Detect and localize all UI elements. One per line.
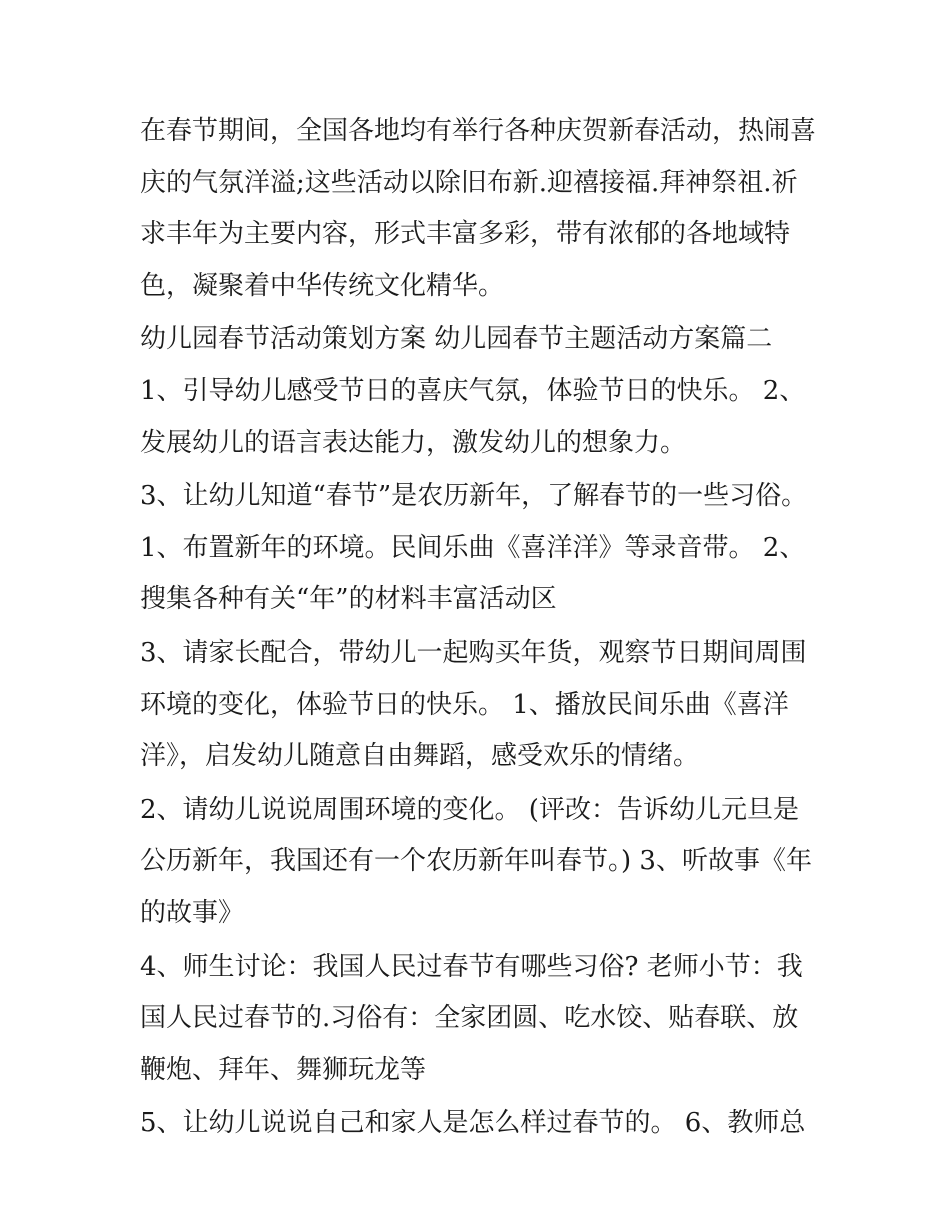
paragraph-4: 3、请家长配合，带幼儿一起购买年货，观察节日期间周围环境的变化，体验节日的快乐。 1、播放民间乐曲《喜洋洋》，启发幼儿随意自由舞蹈，感受欢乐的情绪。 (140, 637, 807, 772)
paragraph-2: 幼儿园春节活动策划方案 幼儿园春节主题活动方案篇二 1、引导幼儿感受节日的喜庆气氛，体验节日的快乐。 2、发展幼儿的语言表达能力，激发幼儿的想象力。 (140, 324, 806, 458)
paragraph-1: 在春节期间，全国各地均有举行各种庆贺新春活动，热闹喜庆的气氛洋溢;这些活动以除旧布新.迎禧接福.拜神祭祖.祈求丰年为主要内容，形式丰富多彩，带有浓郁的各地域特色，凝聚着中华传统文化精华。 (140, 116, 817, 301)
paragraph-5: 2、请幼儿说说周围环境的变化。 (评改：告诉幼儿元旦是公历新年，我国还有一个农历新年叫春节。) 3、听故事《年的故事》 (140, 794, 812, 928)
document-body (140, 106, 820, 1152)
paragraph-3: 3、让幼儿知道“春节”是农历新年，了解春节的一些习俗。 1、布置新年的环境。民间乐曲《喜洋洋》等录音带。 2、搜集各种有关“年”的材料丰富活动区 (140, 481, 816, 615)
paragraph-7: 5、让幼儿说说自己和家人是怎么样过春节的。 6、教师总 (140, 1108, 806, 1139)
paragraph-6: 4、师生讨论：我国人民过春节有哪些习俗? 老师小节：我国人民过春节的.习俗有：全家团圆、吃水饺、贴春联、放鞭炮、拜年、舞狮玩龙等 (140, 951, 803, 1085)
